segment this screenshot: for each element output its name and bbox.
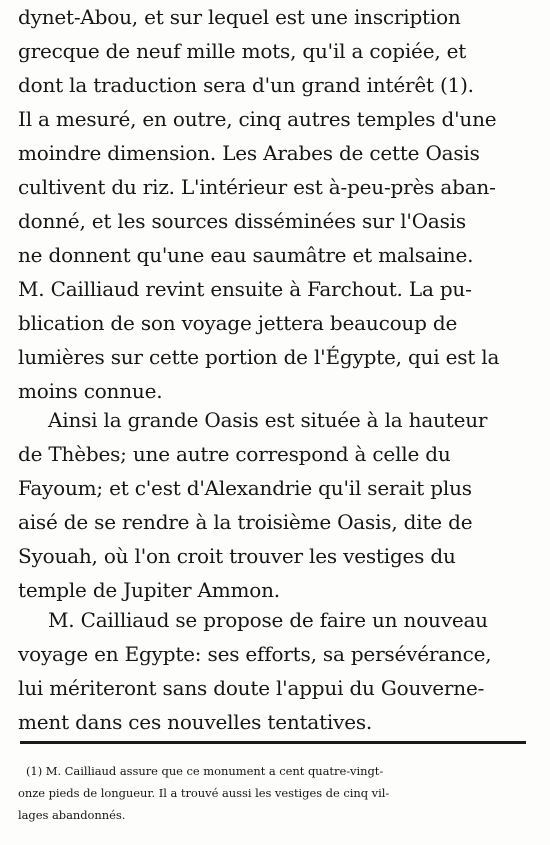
footnote-line: (1) M. Cailliaud assure que ce monument a cent quatre-vingt- xyxy=(26,764,384,778)
text-line: moins connue. xyxy=(18,379,163,403)
footnote-line: onze pieds de longueur. Il a trouvé aussi les vestiges de cinq vil- xyxy=(18,786,390,800)
text-line: voyage en Egypte: ses efforts, sa persévérance, xyxy=(18,642,492,666)
paragraph-first-line: M. Cailliaud se propose de faire un nouveau xyxy=(48,608,488,632)
text-line: temple de Jupiter Ammon. xyxy=(18,578,280,602)
text-line: lui mériteront sans doute l'appui du Gouverne- xyxy=(18,676,485,700)
text-line: aisé de se rendre à la troisième Oasis, dite de xyxy=(18,510,473,534)
text-line: dont la traduction sera d'un grand intérêt (1). xyxy=(18,73,474,97)
text-line: de Thèbes; une autre correspond à celle du xyxy=(18,442,451,466)
paragraph-first-line: Ainsi la grande Oasis est située à la hauteur xyxy=(48,408,488,432)
text-line: ne donnent qu'une eau saumâtre et malsaine. xyxy=(18,243,474,267)
footnote-rule xyxy=(20,741,526,744)
text-line: Syouah, où l'on croit trouver les vestiges du xyxy=(18,544,456,568)
text-line: cultivent du riz. L'intérieur est à-peu-près aban- xyxy=(18,175,496,199)
text-line: moindre dimension. Les Arabes de cette Oasis xyxy=(18,141,480,165)
text-line: M. Cailliaud revint ensuite à Farchout. La pu- xyxy=(18,277,472,301)
text-line: donné, et les sources disséminées sur l'Oasis xyxy=(18,209,466,233)
text-line: ment dans ces nouvelles tentatives. xyxy=(18,710,373,734)
text-line: Fayoum; et c'est d'Alexandrie qu'il serait plus xyxy=(18,476,472,500)
text-line: dynet-Abou, et sur lequel est une inscription xyxy=(18,5,461,29)
text-line: grecque de neuf mille mots, qu'il a copiée, et xyxy=(18,39,467,63)
text-line: Il a mesuré, en outre, cinq autres temples d'une xyxy=(18,107,497,131)
text-line: blication de son voyage jettera beaucoup de xyxy=(18,311,458,335)
footnote-line: lages abandonnés. xyxy=(18,808,126,822)
text-line: lumières sur cette portion de l'Égypte, qui est la xyxy=(18,345,500,369)
